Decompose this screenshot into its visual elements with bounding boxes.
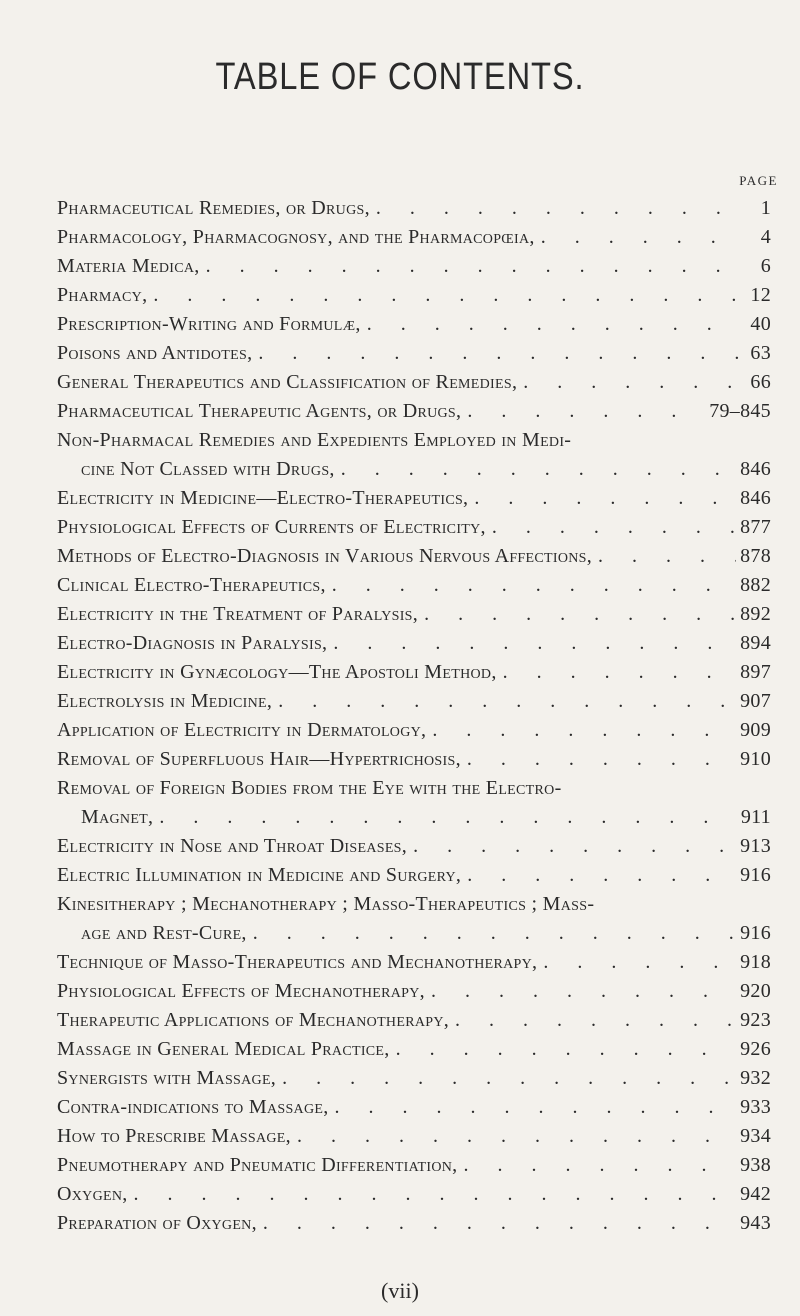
toc-entry (57, 1035, 771, 1064)
toc-entry (57, 1209, 771, 1238)
toc-entry-page: 882 (740, 574, 771, 596)
toc-entry-title: Synergists with Massage, (57, 1067, 277, 1089)
dot-leader (418, 600, 736, 629)
page-title: TABLE OF CONTENTS. (215, 56, 585, 98)
toc-entry-title: age and Rest-Cure, (81, 922, 247, 944)
toc-entry-page: 913 (740, 835, 771, 857)
dot-leader (128, 1180, 737, 1209)
toc-entry-title: How to Prescribe Massage, (57, 1125, 291, 1147)
toc-entry-title: Electric Illumination in Medicine and Surgery, (57, 864, 462, 886)
toc-entry-page: 918 (740, 951, 771, 973)
toc-entry-page: 916 (740, 864, 771, 886)
toc-entry-title: Removal of Superfluous Hair—Hypertrichosis, (57, 748, 461, 770)
toc-entry (57, 600, 771, 629)
toc-entry-page: 846 (740, 487, 771, 509)
toc-entry-page: 894 (740, 632, 771, 654)
toc-entry (57, 890, 771, 919)
toc-entry (57, 310, 771, 339)
toc-entry-page: 923 (740, 1009, 771, 1031)
dot-leader (147, 281, 739, 310)
toc-entry-page: 846 (740, 458, 771, 480)
toc-entry-title: Kinesitherapy ; Mechanotherapy ; Masso-Therapeutics ; Mass- (57, 893, 595, 915)
toc-entry-page: 911 (740, 806, 771, 828)
toc-entry-page: 892 (740, 603, 771, 625)
toc-entry-title: Electricity in Nose and Throat Diseases, (57, 835, 408, 857)
toc-entry-title: Electro-Diagnosis in Paralysis, (57, 632, 328, 654)
dot-leader (426, 716, 736, 745)
dot-leader (326, 571, 736, 600)
toc-entry (57, 745, 771, 774)
toc-entry-title: Non-Pharmacal Remedies and Expedients Employed in Medi- (57, 429, 572, 451)
dot-leader (335, 455, 736, 484)
toc-entry-title: Materia Medica, (57, 255, 200, 277)
toc-entry (57, 397, 771, 426)
toc-entry (57, 861, 771, 890)
dot-leader (486, 513, 736, 542)
toc-entry (57, 832, 771, 861)
dot-leader (153, 803, 737, 832)
toc-entry-page: 932 (740, 1067, 771, 1089)
toc-entry-title: Pharmaceutical Remedies, or Drugs, (57, 197, 370, 219)
dot-leader (361, 310, 739, 339)
toc-entry (57, 948, 771, 977)
toc-entry (57, 281, 771, 310)
toc-entry-title: Electrolysis in Medicine, (57, 690, 273, 712)
toc-entry-page: 12 (750, 284, 771, 306)
dot-leader (537, 948, 736, 977)
toc-entry-page: 926 (740, 1038, 771, 1060)
toc-entry-page: 79–845 (709, 400, 771, 422)
toc-entry-page: 920 (740, 980, 771, 1002)
toc-entry-title: Electricity in Medicine—Electro-Therapeutics, (57, 487, 469, 509)
toc-entry (57, 716, 771, 745)
toc-entry (57, 1093, 771, 1122)
toc-entry (57, 339, 771, 368)
toc-entry-page: 40 (750, 313, 771, 335)
toc-entry-page: 938 (740, 1154, 771, 1176)
dot-leader (461, 397, 705, 426)
toc-entry-title: Therapeutic Applications of Mechanotherapy, (57, 1009, 450, 1031)
dot-leader (390, 1035, 737, 1064)
toc-entry (57, 426, 771, 455)
toc-entry-title: Methods of Electro-Diagnosis in Various Nervous Affections, (57, 545, 593, 567)
toc-entry-page: 933 (740, 1096, 771, 1118)
toc-entry (57, 368, 771, 397)
toc-entry-title: Application of Electricity in Dermatology, (57, 719, 427, 741)
toc-entry (57, 223, 771, 252)
toc-entry-title: Pharmaceutical Therapeutic Agents, or Drugs, (57, 400, 462, 422)
toc-entry (57, 803, 771, 832)
toc-entry (57, 252, 771, 281)
toc-entry-page: 910 (740, 748, 771, 770)
toc-entry-title: Preparation of Oxygen, (57, 1212, 257, 1234)
dot-leader (370, 194, 739, 223)
toc-entry (57, 1180, 771, 1209)
toc-entry-title: Physiological Effects of Mechanotherapy, (57, 980, 425, 1002)
toc-entry (57, 571, 771, 600)
dot-leader (329, 1093, 737, 1122)
toc-entry-title: Pneumotherapy and Pneumatic Differentiation, (57, 1154, 458, 1176)
toc-entry-title: Technique of Masso-Therapeutics and Mechanotherapy, (57, 951, 538, 973)
dot-leader (449, 1006, 736, 1035)
toc-entry-title: Prescription-Writing and Formulæ, (57, 313, 361, 335)
toc-entry-page: 897 (740, 661, 771, 683)
toc-entry-title: Physiological Effects of Currents of Electricity, (57, 516, 486, 538)
dot-leader (257, 1209, 736, 1238)
toc-entry-title: General Therapeutics and Classification of Remedies, (57, 371, 518, 393)
toc-entry-page: 878 (740, 545, 771, 567)
toc-entry (57, 687, 771, 716)
toc-entry (57, 1151, 771, 1180)
dot-leader (457, 1151, 736, 1180)
toc-entry-title: Oxygen, (57, 1183, 128, 1205)
toc-entry (57, 977, 771, 1006)
toc-entry (57, 1122, 771, 1151)
toc-entry (57, 629, 771, 658)
toc-entry-title: Contra-indications to Massage, (57, 1096, 329, 1118)
toc-entry (57, 513, 771, 542)
toc-entry-title: Electricity in the Treatment of Paralysis, (57, 603, 419, 625)
toc-entry (57, 919, 771, 948)
toc-entry-page: 4 (760, 226, 771, 248)
toc-entry-title: Poisons and Antidotes, (57, 342, 253, 364)
toc-entry-page: 934 (740, 1125, 771, 1147)
toc-entry-page: 907 (740, 690, 771, 712)
toc-entry-page: 942 (740, 1183, 771, 1205)
toc-entry (57, 455, 771, 484)
dot-leader (272, 687, 736, 716)
dot-leader (247, 919, 736, 948)
dot-leader (200, 252, 739, 281)
toc-list (57, 194, 771, 1238)
toc-entry-page: 63 (750, 342, 771, 364)
dot-leader (461, 745, 736, 774)
toc-entry-page: 909 (740, 719, 771, 741)
toc-entry-title: cine Not Classed with Drugs, (81, 458, 335, 480)
toc-entry-title: Clinical Electro-Therapeutics, (57, 574, 326, 596)
toc-entry (57, 1006, 771, 1035)
page-folio: (vii) (381, 1278, 419, 1303)
dot-leader (291, 1122, 736, 1151)
dot-leader (407, 832, 736, 861)
toc-entry-page: 916 (740, 922, 771, 944)
dot-leader (497, 658, 736, 687)
dot-leader (468, 484, 736, 513)
toc-entry (57, 658, 771, 687)
toc-entry-title: Electricity in Gynæcology—The Apostoli Method, (57, 661, 497, 683)
toc-entry (57, 194, 771, 223)
toc-entry (57, 542, 771, 571)
dot-leader (535, 223, 739, 252)
toc-entry-title: Magnet, (81, 806, 154, 828)
toc-entry-page: 6 (760, 255, 771, 277)
toc-entry-page: 1 (760, 197, 771, 219)
dot-leader (592, 542, 736, 571)
toc-entry-title: Pharmacology, Pharmacognosy, and the Pharmacopœia, (57, 226, 535, 248)
page-column-header: PAGE (739, 173, 778, 188)
toc-entry-title: Massage in General Medical Practice, (57, 1038, 390, 1060)
toc-entry-page: 943 (740, 1212, 771, 1234)
toc-entry-page: 66 (750, 371, 771, 393)
dot-leader (461, 861, 736, 890)
dot-leader (252, 339, 739, 368)
toc-entry-title: Pharmacy, (57, 284, 148, 306)
dot-leader (517, 368, 739, 397)
toc-entry (57, 1064, 771, 1093)
dot-leader (425, 977, 736, 1006)
dot-leader (327, 629, 736, 658)
toc-entry-page: 877 (740, 516, 771, 538)
dot-leader (276, 1064, 736, 1093)
toc-entry (57, 484, 771, 513)
toc-entry-title: Removal of Foreign Bodies from the Eye with the Electro- (57, 777, 562, 799)
toc-entry (57, 774, 771, 803)
